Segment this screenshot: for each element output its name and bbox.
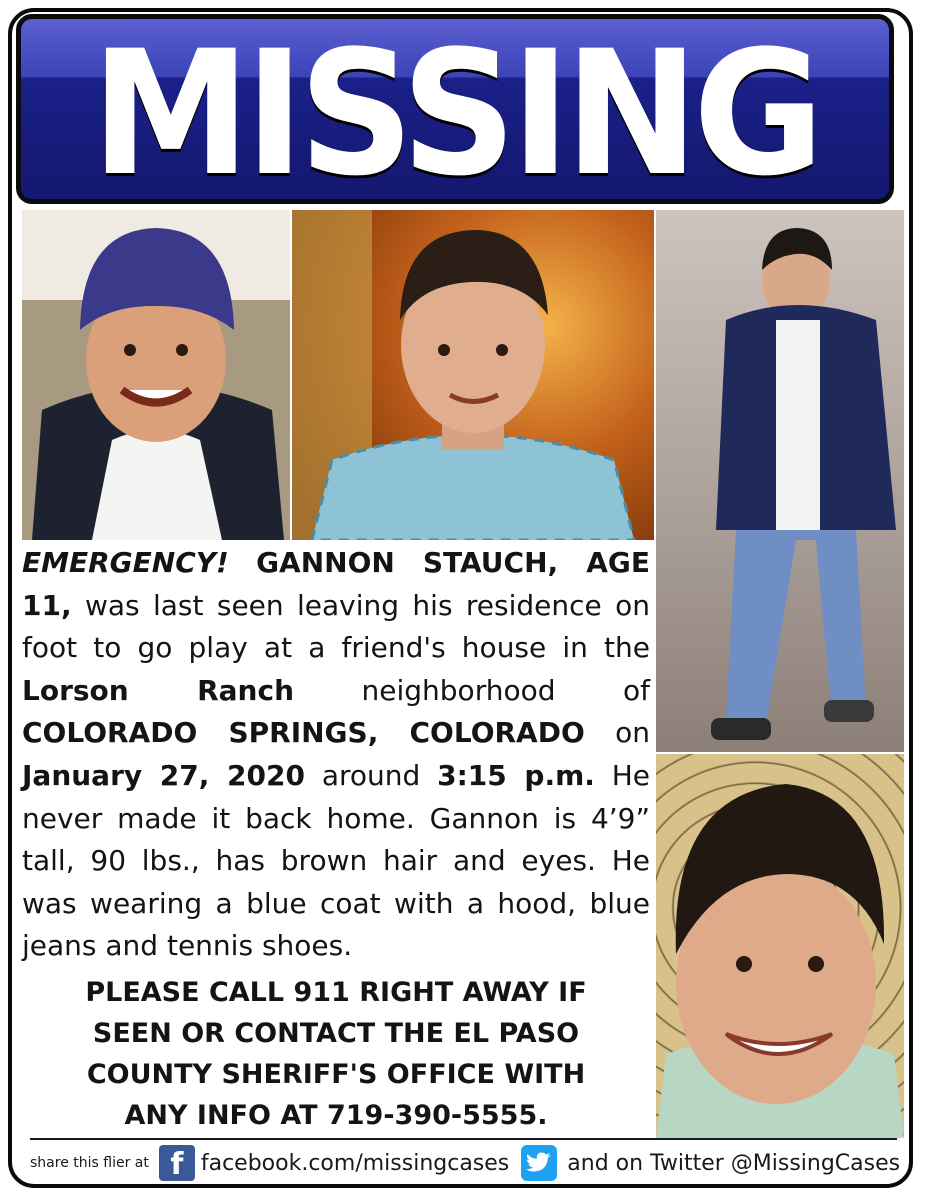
missing-date: January 27, 2020 [22, 758, 305, 792]
banner-title: MISSING [91, 14, 819, 204]
twitter-link[interactable]: and on Twitter @MissingCases [567, 1150, 901, 1176]
neighborhood: Lorson Ranch [22, 673, 294, 707]
facebook-icon[interactable]: f [159, 1145, 195, 1181]
emergency-label: EMERGENCY! [22, 546, 229, 579]
description-part-3: on [615, 716, 650, 750]
description-part-5: He never made it back home. Gannon is 4’9” tall, 90 lbs., has brown hair and eyes. He was wearing a blue coat with a hood, blue jeans and tennis shoes. [22, 758, 651, 963]
city-state: COLORADO SPRINGS, COLORADO [22, 716, 585, 750]
call-line-3: COUNTY SHERIFF'S OFFICE WITH [86, 1059, 586, 1090]
description-text [22, 542, 650, 968]
call-line-2: SEEN OR CONTACT THE EL PASO [92, 1018, 580, 1049]
call-to-action [22, 972, 650, 1136]
twitter-bird-glyph [526, 1152, 552, 1174]
missing-time: 3:15 p.m. [437, 758, 595, 792]
name-age: GANNON STAUCH, AGE 11, [22, 546, 650, 622]
missing-banner [16, 14, 894, 204]
call-line-1: PLEASE CALL 911 RIGHT AWAY IF [85, 977, 587, 1008]
photo-closeup-figure [656, 754, 904, 1138]
photo-beanie [22, 210, 290, 540]
facebook-link[interactable]: facebook.com/missingcases [200, 1150, 510, 1176]
description-part-4: around [321, 758, 421, 792]
footer [22, 1143, 902, 1183]
description-part-2: neighborhood of [361, 673, 650, 707]
photo-plaid-figure [292, 210, 654, 540]
footer-divider [30, 1138, 897, 1140]
photo-beanie-figure [22, 210, 290, 540]
description-part-1: was last seen leaving his residence on foot to go play at a friend's house in the [22, 588, 650, 665]
photo-plaid-shirt [292, 210, 654, 540]
photo-blue-coat [656, 210, 904, 752]
call-line-4: ANY INFO AT 719-390-5555. [124, 1100, 548, 1131]
photo-closeup [656, 754, 904, 1138]
photo-coat-figure [656, 210, 904, 752]
twitter-bird-icon[interactable] [521, 1145, 557, 1181]
share-label: share this flier at [30, 1155, 149, 1171]
